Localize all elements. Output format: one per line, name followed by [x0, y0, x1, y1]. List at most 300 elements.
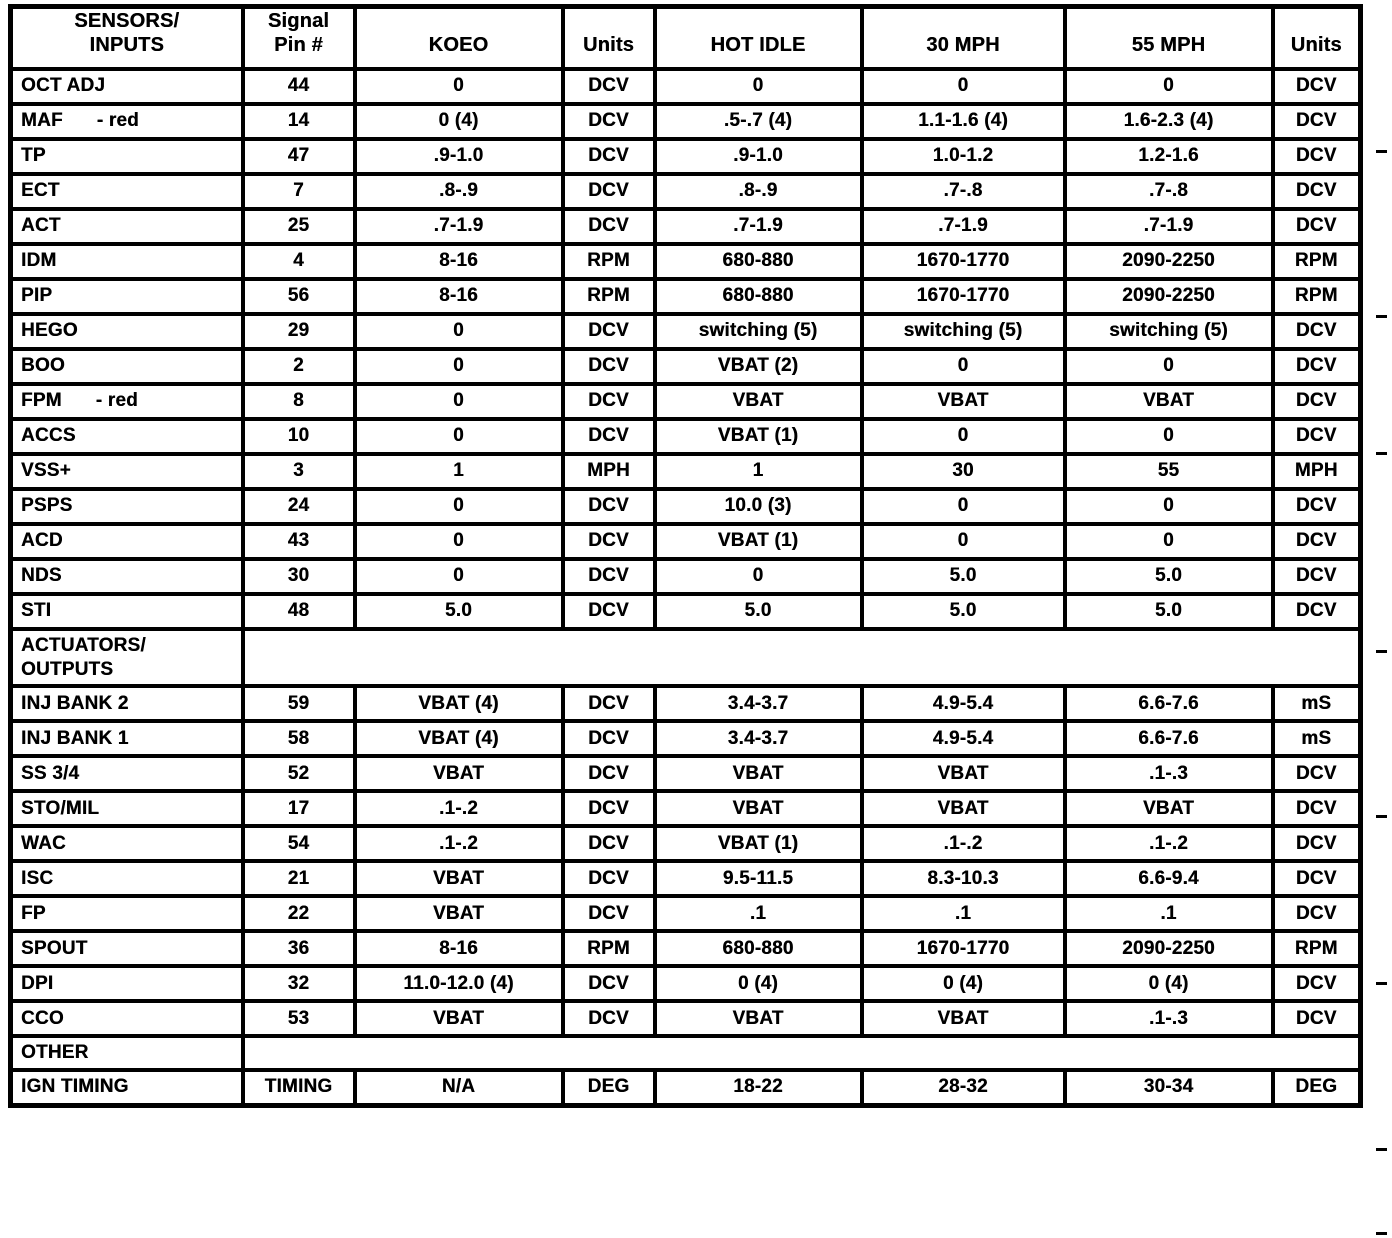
- signal-name-cell: [11, 279, 243, 314]
- pin-number-cell: 43: [243, 524, 355, 559]
- 55mph-value-cell: 1.2-1.6: [1065, 139, 1273, 174]
- table-row: [11, 69, 1361, 104]
- units-cell: DCV: [563, 1001, 655, 1036]
- units-cell: DCV: [1273, 594, 1361, 629]
- signal-name: CCO: [21, 1007, 64, 1029]
- 30mph-value-cell: 1670-1770: [862, 244, 1065, 279]
- hot-idle-value-cell: switching (5): [655, 314, 862, 349]
- hot-idle-value-cell: 1: [655, 454, 862, 489]
- 55mph-value-cell: 5.0: [1065, 594, 1273, 629]
- pin-number-cell: 21: [243, 861, 355, 896]
- hot-idle-value-cell: .1: [655, 896, 862, 931]
- signal-name: IDM: [21, 250, 57, 272]
- units-cell: DCV: [563, 349, 655, 384]
- 55mph-value-cell: 2090-2250: [1065, 279, 1273, 314]
- section-spacer-cell: [243, 629, 1361, 687]
- scan-artifact-tick: [1376, 650, 1387, 653]
- signal-name-cell: [11, 454, 243, 489]
- pin-number-cell: 48: [243, 594, 355, 629]
- pin-number-cell: 4: [243, 244, 355, 279]
- hot-idle-value-cell: VBAT: [655, 1001, 862, 1036]
- signal-name-cell: [11, 966, 243, 1001]
- units-cell: RPM: [1273, 279, 1361, 314]
- pin-number-cell: 30: [243, 559, 355, 594]
- koeo-value-cell: N/A: [355, 1070, 563, 1105]
- signal-name-cell: [11, 721, 243, 756]
- hot-idle-value-cell: 9.5-11.5: [655, 861, 862, 896]
- table-row: [11, 686, 1361, 721]
- hot-idle-value-cell: VBAT (1): [655, 524, 862, 559]
- 30mph-value-cell: 5.0: [862, 559, 1065, 594]
- 55mph-value-cell: 6.6-9.4: [1065, 861, 1273, 896]
- table-row: [11, 279, 1361, 314]
- 55mph-value-cell: VBAT: [1065, 384, 1273, 419]
- signal-name-cell: [11, 69, 243, 104]
- 55mph-value-cell: .7-.8: [1065, 174, 1273, 209]
- signal-name: SS 3/4: [21, 762, 80, 784]
- 55mph-value-cell: 1.6-2.3 (4): [1065, 104, 1273, 139]
- units-cell: DCV: [1273, 69, 1361, 104]
- pin-number-cell: 32: [243, 966, 355, 1001]
- units-cell: DCV: [563, 139, 655, 174]
- 30mph-value-cell: 0 (4): [862, 966, 1065, 1001]
- 30mph-value-cell: 0: [862, 419, 1065, 454]
- scan-artifact-tick: [1376, 315, 1387, 318]
- 55mph-value-cell: VBAT: [1065, 791, 1273, 826]
- signal-name-cell: [11, 244, 243, 279]
- 55mph-value-cell: .7-1.9: [1065, 209, 1273, 244]
- 55mph-value-cell: 2090-2250: [1065, 931, 1273, 966]
- units-cell: RPM: [1273, 244, 1361, 279]
- units-cell: DCV: [1273, 756, 1361, 791]
- pin-number-cell: 3: [243, 454, 355, 489]
- section-spacer-cell: [243, 1036, 1361, 1070]
- units-cell: mS: [1273, 721, 1361, 756]
- header-line: SENSORS/: [74, 10, 180, 32]
- koeo-value-cell: 0: [355, 524, 563, 559]
- koeo-value-cell: .1-.2: [355, 791, 563, 826]
- units-cell: DCV: [563, 559, 655, 594]
- table-row: [11, 314, 1361, 349]
- section-header-row: [11, 629, 1361, 687]
- 55mph-value-cell: 0: [1065, 69, 1273, 104]
- pin-number-cell: 36: [243, 931, 355, 966]
- koeo-value-cell: 0: [355, 384, 563, 419]
- signal-name: VSS+: [21, 460, 71, 482]
- table-row: [11, 489, 1361, 524]
- 55mph-value-cell: 0: [1065, 419, 1273, 454]
- signal-name: PIP: [21, 285, 53, 307]
- signal-name-cell: [11, 896, 243, 931]
- header-row: [11, 7, 1361, 69]
- pin-number-cell: 14: [243, 104, 355, 139]
- signal-name: SPOUT: [21, 937, 88, 959]
- koeo-value-cell: 0: [355, 349, 563, 384]
- units-cell: DCV: [1273, 139, 1361, 174]
- koeo-value-cell: 0: [355, 69, 563, 104]
- pin-number-cell: 8: [243, 384, 355, 419]
- col-header-sensors-inputs: [11, 7, 243, 69]
- 30mph-value-cell: .1-.2: [862, 826, 1065, 861]
- koeo-value-cell: 0 (4): [355, 104, 563, 139]
- table-row: [11, 896, 1361, 931]
- signal-name-cell: [11, 209, 243, 244]
- pin-number-cell: 54: [243, 826, 355, 861]
- table-row: [11, 826, 1361, 861]
- units-cell: DCV: [1273, 524, 1361, 559]
- koeo-value-cell: 0: [355, 419, 563, 454]
- units-cell: DCV: [563, 524, 655, 559]
- signal-name: FP: [21, 902, 46, 924]
- hot-idle-value-cell: VBAT (1): [655, 419, 862, 454]
- header-line: INPUTS: [89, 34, 165, 57]
- koeo-value-cell: VBAT: [355, 1001, 563, 1036]
- signal-name: MAF: [21, 110, 63, 132]
- units-cell: DCV: [1273, 896, 1361, 931]
- table-header: [11, 7, 1361, 69]
- signal-name: PSPS: [21, 495, 73, 517]
- signal-name: ACD: [21, 530, 63, 552]
- koeo-value-cell: 0: [355, 314, 563, 349]
- table-row: [11, 384, 1361, 419]
- units-cell: DCV: [1273, 966, 1361, 1001]
- hot-idle-value-cell: 3.4-3.7: [655, 686, 862, 721]
- signal-name: BOO: [21, 355, 65, 377]
- koeo-value-cell: .7-1.9: [355, 209, 563, 244]
- signal-name-cell: [11, 104, 243, 139]
- table-row: [11, 419, 1361, 454]
- table-row: [11, 931, 1361, 966]
- units-cell: DCV: [1273, 209, 1361, 244]
- units-cell: RPM: [563, 244, 655, 279]
- units-cell: RPM: [563, 279, 655, 314]
- table-row: [11, 721, 1361, 756]
- 30mph-value-cell: 4.9-5.4: [862, 686, 1065, 721]
- units-cell: DCV: [1273, 559, 1361, 594]
- 55mph-value-cell: .1-.2: [1065, 826, 1273, 861]
- table-row: [11, 524, 1361, 559]
- 55mph-value-cell: 0 (4): [1065, 966, 1273, 1001]
- koeo-value-cell: 8-16: [355, 279, 563, 314]
- 55mph-value-cell: 0: [1065, 524, 1273, 559]
- wire-color-note: - red: [96, 110, 139, 132]
- koeo-value-cell: VBAT (4): [355, 686, 563, 721]
- units-cell: DCV: [563, 791, 655, 826]
- units-cell: DCV: [1273, 384, 1361, 419]
- signal-name-cell: [11, 1070, 243, 1105]
- 30mph-value-cell: 1670-1770: [862, 931, 1065, 966]
- units-cell: DCV: [563, 594, 655, 629]
- 30mph-value-cell: 0: [862, 69, 1065, 104]
- ecm-pin-voltage-table: [8, 4, 1363, 1108]
- 55mph-value-cell: 0: [1065, 489, 1273, 524]
- units-cell: DCV: [563, 489, 655, 524]
- pin-number-cell: 44: [243, 69, 355, 104]
- koeo-value-cell: VBAT: [355, 861, 563, 896]
- scan-artifact-tick: [1376, 452, 1387, 455]
- table-row: [11, 454, 1361, 489]
- hot-idle-value-cell: .8-.9: [655, 174, 862, 209]
- 30mph-value-cell: 0: [862, 489, 1065, 524]
- hot-idle-value-cell: 18-22: [655, 1070, 862, 1105]
- 30mph-value-cell: 5.0: [862, 594, 1065, 629]
- koeo-value-cell: 0: [355, 559, 563, 594]
- col-header-units-1: Units: [563, 7, 655, 69]
- units-cell: DCV: [563, 721, 655, 756]
- 30mph-value-cell: 0: [862, 349, 1065, 384]
- col-header-hot-idle: HOT IDLE: [655, 7, 862, 69]
- hot-idle-value-cell: .9-1.0: [655, 139, 862, 174]
- scan-artifact-tick: [1376, 150, 1387, 153]
- table-row: [11, 861, 1361, 896]
- units-cell: DCV: [1273, 826, 1361, 861]
- table-row: [11, 966, 1361, 1001]
- units-cell: mS: [1273, 686, 1361, 721]
- section-label-cell: [11, 629, 243, 687]
- koeo-value-cell: 8-16: [355, 244, 563, 279]
- pin-number-cell: 10: [243, 419, 355, 454]
- hot-idle-value-cell: VBAT: [655, 756, 862, 791]
- signal-name-cell: [11, 384, 243, 419]
- units-cell: DCV: [563, 104, 655, 139]
- header-line: Signal: [267, 10, 330, 32]
- pin-number-cell: 22: [243, 896, 355, 931]
- koeo-value-cell: .1-.2: [355, 826, 563, 861]
- 55mph-value-cell: 0: [1065, 349, 1273, 384]
- hot-idle-value-cell: 10.0 (3): [655, 489, 862, 524]
- 55mph-value-cell: 55: [1065, 454, 1273, 489]
- 30mph-value-cell: 30: [862, 454, 1065, 489]
- units-cell: DCV: [563, 419, 655, 454]
- pin-number-cell: 29: [243, 314, 355, 349]
- hot-idle-value-cell: VBAT: [655, 791, 862, 826]
- units-cell: DCV: [563, 896, 655, 931]
- signal-name-cell: [11, 594, 243, 629]
- 30mph-value-cell: .7-.8: [862, 174, 1065, 209]
- signal-name-cell: [11, 791, 243, 826]
- hot-idle-value-cell: 0: [655, 559, 862, 594]
- signal-name-cell: [11, 559, 243, 594]
- units-cell: DCV: [563, 686, 655, 721]
- units-cell: DCV: [1273, 861, 1361, 896]
- signal-name-cell: [11, 139, 243, 174]
- 30mph-value-cell: 8.3-10.3: [862, 861, 1065, 896]
- signal-name-cell: [11, 861, 243, 896]
- signal-name-cell: [11, 756, 243, 791]
- signal-name-cell: [11, 524, 243, 559]
- scan-artifact-tick: [1376, 1232, 1387, 1235]
- table-row: [11, 174, 1361, 209]
- signal-name: ECT: [21, 180, 60, 202]
- units-cell: DCV: [563, 314, 655, 349]
- 55mph-value-cell: switching (5): [1065, 314, 1273, 349]
- signal-name: HEGO: [21, 320, 78, 342]
- pin-number-cell: 24: [243, 489, 355, 524]
- units-cell: DCV: [1273, 174, 1361, 209]
- hot-idle-value-cell: VBAT: [655, 384, 862, 419]
- signal-name-cell: [11, 314, 243, 349]
- units-cell: DCV: [563, 69, 655, 104]
- pin-number-cell: 7: [243, 174, 355, 209]
- hot-idle-value-cell: 680-880: [655, 244, 862, 279]
- 30mph-value-cell: 28-32: [862, 1070, 1065, 1105]
- signal-name: ACCS: [21, 425, 76, 447]
- hot-idle-value-cell: 0: [655, 69, 862, 104]
- pin-number-cell: 53: [243, 1001, 355, 1036]
- units-cell: DCV: [563, 209, 655, 244]
- table-row: [11, 791, 1361, 826]
- units-cell: DCV: [563, 861, 655, 896]
- 30mph-value-cell: 1.1-1.6 (4): [862, 104, 1065, 139]
- signal-name: IGN TIMING: [21, 1076, 129, 1098]
- pin-number-cell: 56: [243, 279, 355, 314]
- 30mph-value-cell: VBAT: [862, 1001, 1065, 1036]
- table-body: [11, 69, 1361, 1105]
- signal-name-cell: [11, 489, 243, 524]
- hot-idle-value-cell: 680-880: [655, 279, 862, 314]
- koeo-value-cell: VBAT: [355, 756, 563, 791]
- col-header-55mph: 55 MPH: [1065, 7, 1273, 69]
- 55mph-value-cell: .1: [1065, 896, 1273, 931]
- units-cell: MPH: [1273, 454, 1361, 489]
- hot-idle-value-cell: 3.4-3.7: [655, 721, 862, 756]
- 55mph-value-cell: .1-.3: [1065, 1001, 1273, 1036]
- units-cell: DCV: [1273, 489, 1361, 524]
- koeo-value-cell: 0: [355, 489, 563, 524]
- pin-number-cell: 47: [243, 139, 355, 174]
- header-line: Pin #: [274, 34, 323, 57]
- koeo-value-cell: 8-16: [355, 931, 563, 966]
- units-cell: DCV: [1273, 314, 1361, 349]
- table-row: [11, 349, 1361, 384]
- section-header-row: [11, 1036, 1361, 1070]
- hot-idle-value-cell: .7-1.9: [655, 209, 862, 244]
- koeo-value-cell: VBAT: [355, 896, 563, 931]
- 55mph-value-cell: .1-.3: [1065, 756, 1273, 791]
- koeo-value-cell: 5.0: [355, 594, 563, 629]
- koeo-value-cell: 1: [355, 454, 563, 489]
- 55mph-value-cell: 6.6-7.6: [1065, 686, 1273, 721]
- table-row: [11, 139, 1361, 174]
- hot-idle-value-cell: VBAT (1): [655, 826, 862, 861]
- signal-name: WAC: [21, 832, 66, 854]
- table-row: [11, 104, 1361, 139]
- 30mph-value-cell: .7-1.9: [862, 209, 1065, 244]
- units-cell: DCV: [1273, 791, 1361, 826]
- units-cell: DCV: [563, 756, 655, 791]
- wire-color-note: - red: [95, 390, 138, 412]
- signal-name: INJ BANK 2: [21, 692, 129, 714]
- signal-name: STI: [21, 600, 52, 622]
- signal-name-cell: [11, 419, 243, 454]
- units-cell: DCV: [563, 174, 655, 209]
- section-label-line: OTHER: [21, 1042, 89, 1064]
- koeo-value-cell: .8-.9: [355, 174, 563, 209]
- signal-name-cell: [11, 1001, 243, 1036]
- signal-name: ISC: [21, 867, 54, 889]
- 30mph-value-cell: 4.9-5.4: [862, 721, 1065, 756]
- units-cell: DCV: [1273, 419, 1361, 454]
- koeo-value-cell: .9-1.0: [355, 139, 563, 174]
- hot-idle-value-cell: .5-.7 (4): [655, 104, 862, 139]
- signal-name: ACT: [21, 215, 61, 237]
- pin-number-cell: 25: [243, 209, 355, 244]
- units-cell: MPH: [563, 454, 655, 489]
- 30mph-value-cell: VBAT: [862, 756, 1065, 791]
- 30mph-value-cell: 0: [862, 524, 1065, 559]
- signal-name-cell: [11, 931, 243, 966]
- table-row: [11, 244, 1361, 279]
- signal-name: OCT ADJ: [21, 75, 106, 97]
- table-row: [11, 559, 1361, 594]
- pin-number-cell: 2: [243, 349, 355, 384]
- 55mph-value-cell: 2090-2250: [1065, 244, 1273, 279]
- units-cell: DEG: [563, 1070, 655, 1105]
- 30mph-value-cell: VBAT: [862, 384, 1065, 419]
- units-cell: RPM: [1273, 931, 1361, 966]
- table-row: [11, 1001, 1361, 1036]
- pin-number-cell: 52: [243, 756, 355, 791]
- units-cell: DCV: [1273, 104, 1361, 139]
- units-cell: DCV: [1273, 349, 1361, 384]
- scan-artifact-tick: [1376, 982, 1387, 985]
- 55mph-value-cell: 6.6-7.6: [1065, 721, 1273, 756]
- pin-number-cell: 17: [243, 791, 355, 826]
- table-row: [11, 756, 1361, 791]
- section-label-line: OUTPUTS: [21, 658, 114, 680]
- signal-name: FPM: [21, 390, 62, 412]
- signal-name: INJ BANK 1: [21, 727, 129, 749]
- 30mph-value-cell: 1.0-1.2: [862, 139, 1065, 174]
- 55mph-value-cell: 30-34: [1065, 1070, 1273, 1105]
- koeo-value-cell: VBAT (4): [355, 721, 563, 756]
- signal-name-cell: [11, 174, 243, 209]
- 30mph-value-cell: .1: [862, 896, 1065, 931]
- table-row: [11, 594, 1361, 629]
- col-header-signal-pin: [243, 7, 355, 69]
- col-header-30mph: 30 MPH: [862, 7, 1065, 69]
- hot-idle-value-cell: 5.0: [655, 594, 862, 629]
- signal-name: TP: [21, 145, 46, 167]
- units-cell: DCV: [1273, 1001, 1361, 1036]
- signal-name-cell: [11, 686, 243, 721]
- signal-name-cell: [11, 826, 243, 861]
- 30mph-value-cell: VBAT: [862, 791, 1065, 826]
- hot-idle-value-cell: 0 (4): [655, 966, 862, 1001]
- units-cell: DCV: [563, 966, 655, 1001]
- col-header-koeo: KOEO: [355, 7, 563, 69]
- units-cell: DCV: [563, 826, 655, 861]
- hot-idle-value-cell: 680-880: [655, 931, 862, 966]
- signal-name-cell: [11, 349, 243, 384]
- pin-number-cell: 58: [243, 721, 355, 756]
- 30mph-value-cell: switching (5): [862, 314, 1065, 349]
- table-row: [11, 209, 1361, 244]
- table-row: [11, 1070, 1361, 1105]
- signal-name: DPI: [21, 972, 54, 994]
- koeo-value-cell: 11.0-12.0 (4): [355, 966, 563, 1001]
- section-label-cell: [11, 1036, 243, 1070]
- section-label-line: ACTUATORS/: [21, 634, 146, 656]
- signal-name: STO/MIL: [21, 797, 100, 819]
- col-header-units-2: Units: [1273, 7, 1361, 69]
- scan-artifact-tick: [1376, 1148, 1387, 1151]
- hot-idle-value-cell: VBAT (2): [655, 349, 862, 384]
- scan-artifact-tick: [1376, 815, 1387, 818]
- units-cell: DEG: [1273, 1070, 1361, 1105]
- 30mph-value-cell: 1670-1770: [862, 279, 1065, 314]
- units-cell: DCV: [563, 384, 655, 419]
